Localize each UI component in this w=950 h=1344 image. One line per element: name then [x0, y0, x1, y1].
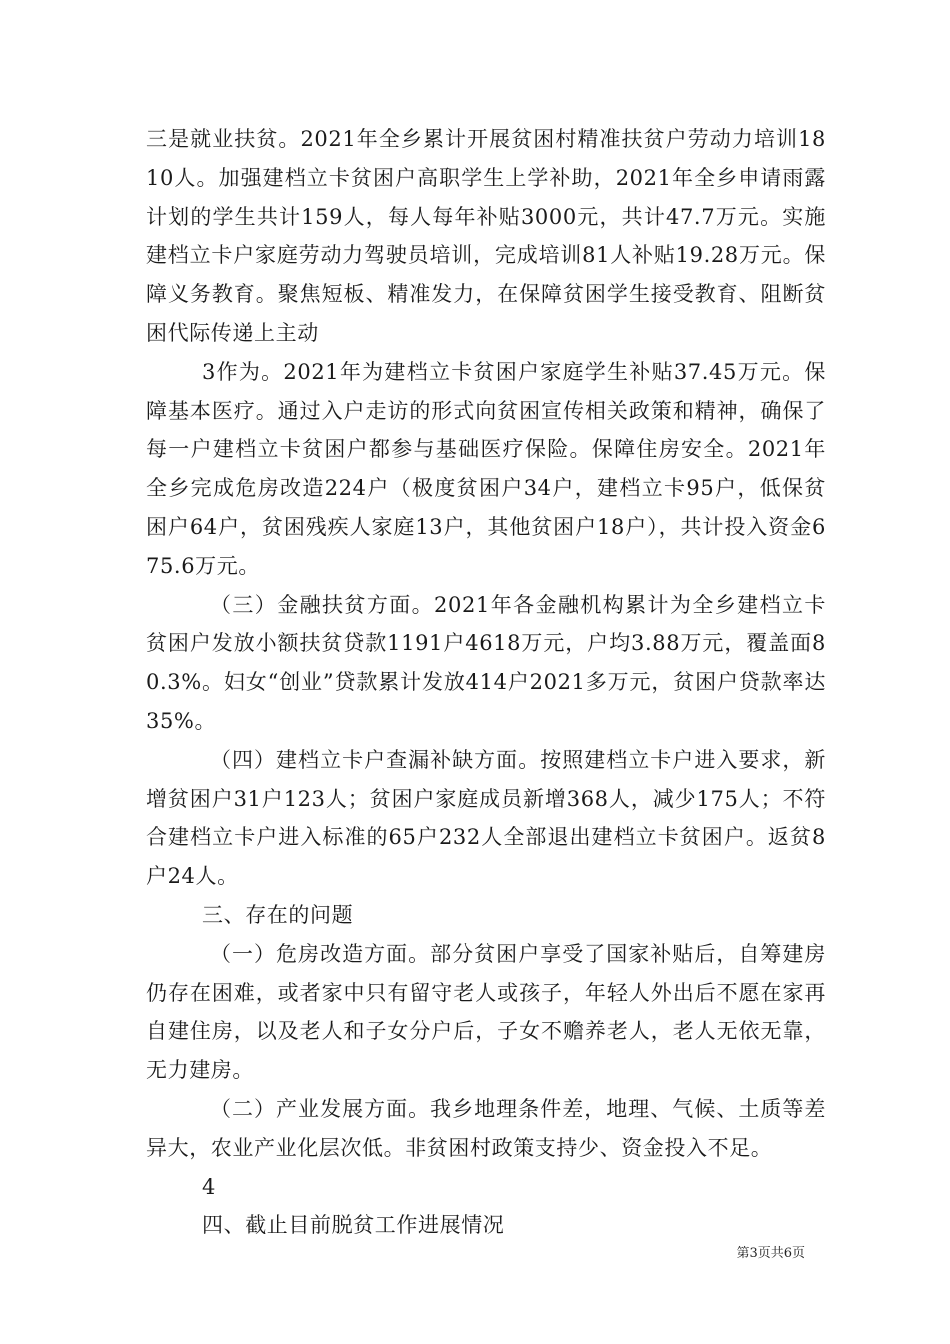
section-heading-progress: 四、截止目前脱贫工作进展情况: [202, 1213, 505, 1238]
page-footer: [736, 1245, 805, 1263]
page-indicator: 第3页共6页: [736, 1246, 805, 1261]
paragraph-financial-poverty-alleviation: （三）金融扶贫方面。2021年各金融机构累计为全乡建档立卡贫困户发放小额扶贫贷款1191户4618万元，户均3.88万元，覆盖面80.3%。妇女“创业”贷款累计发放414户2021多万元，贫困户贷款率达35%。: [146, 592, 826, 733]
paragraph-housing-problems: （一）危房改造方面。部分贫困户享受了国家补贴后，自筹建房仍存在困难，或者家中只有留守老人或孩子，年轻人外出后不愿在家再自建住房，以及老人和子女分户后，子女不赡养老人，老人无依无靠，无力建房。: [146, 941, 826, 1083]
section-heading-existing-problems: 三、存在的问题: [202, 902, 354, 927]
stray-page-number: 4: [202, 1174, 216, 1199]
paragraph-industry-problems: （二）产业发展方面。我乡地理条件差，地理、气候、土质等差异大，农业产业化层次低。非贫困村政策支持少、资金投入不足。: [146, 1096, 826, 1160]
document-body: [146, 120, 826, 1245]
paragraph-registration-check: （四）建档立卡户查漏补缺方面。按照建档立卡户进入要求，新增贫困户31户123人；贫困户家庭成员新增368人，减少175人；不符合建档立卡户进入标准的65户232人全部退出建档立卡贫困户。返贫8户24人。: [146, 747, 826, 889]
paragraph-employment-poverty-alleviation: 三是就业扶贫。2021年全乡累计开展贫困村精准扶贫户劳动力培训1810人。加强建档立卡贫困户高职学生上学补助，2021年全乡申请雨露计划的学生共计159人，每人每年补贴3000元，共计47.7万元。实施建档立卡户家庭劳动力驾驶员培训，完成培训81人补贴19.28万元。保障义务教育。聚焦短板、精准发力，在保障贫困学生接受教育、阻断贫困代际传递上主动: [146, 127, 826, 345]
paragraph-medical-housing: 3作为。2021年为建档立卡贫困户家庭学生补贴37.45万元。保障基本医疗。通过入户走访的形式向贫困宣传相关政策和精神，确保了每一户建档立卡贫困户都参与基础医疗保险。保障住房安全。2021年全乡完成危房改造224户（极度贫困户34户，建档立卡95户，低保贫困户64户，贫困残疾人家庭13户，其他贫困户18户），共计投入资金675.6万元。: [146, 359, 826, 578]
